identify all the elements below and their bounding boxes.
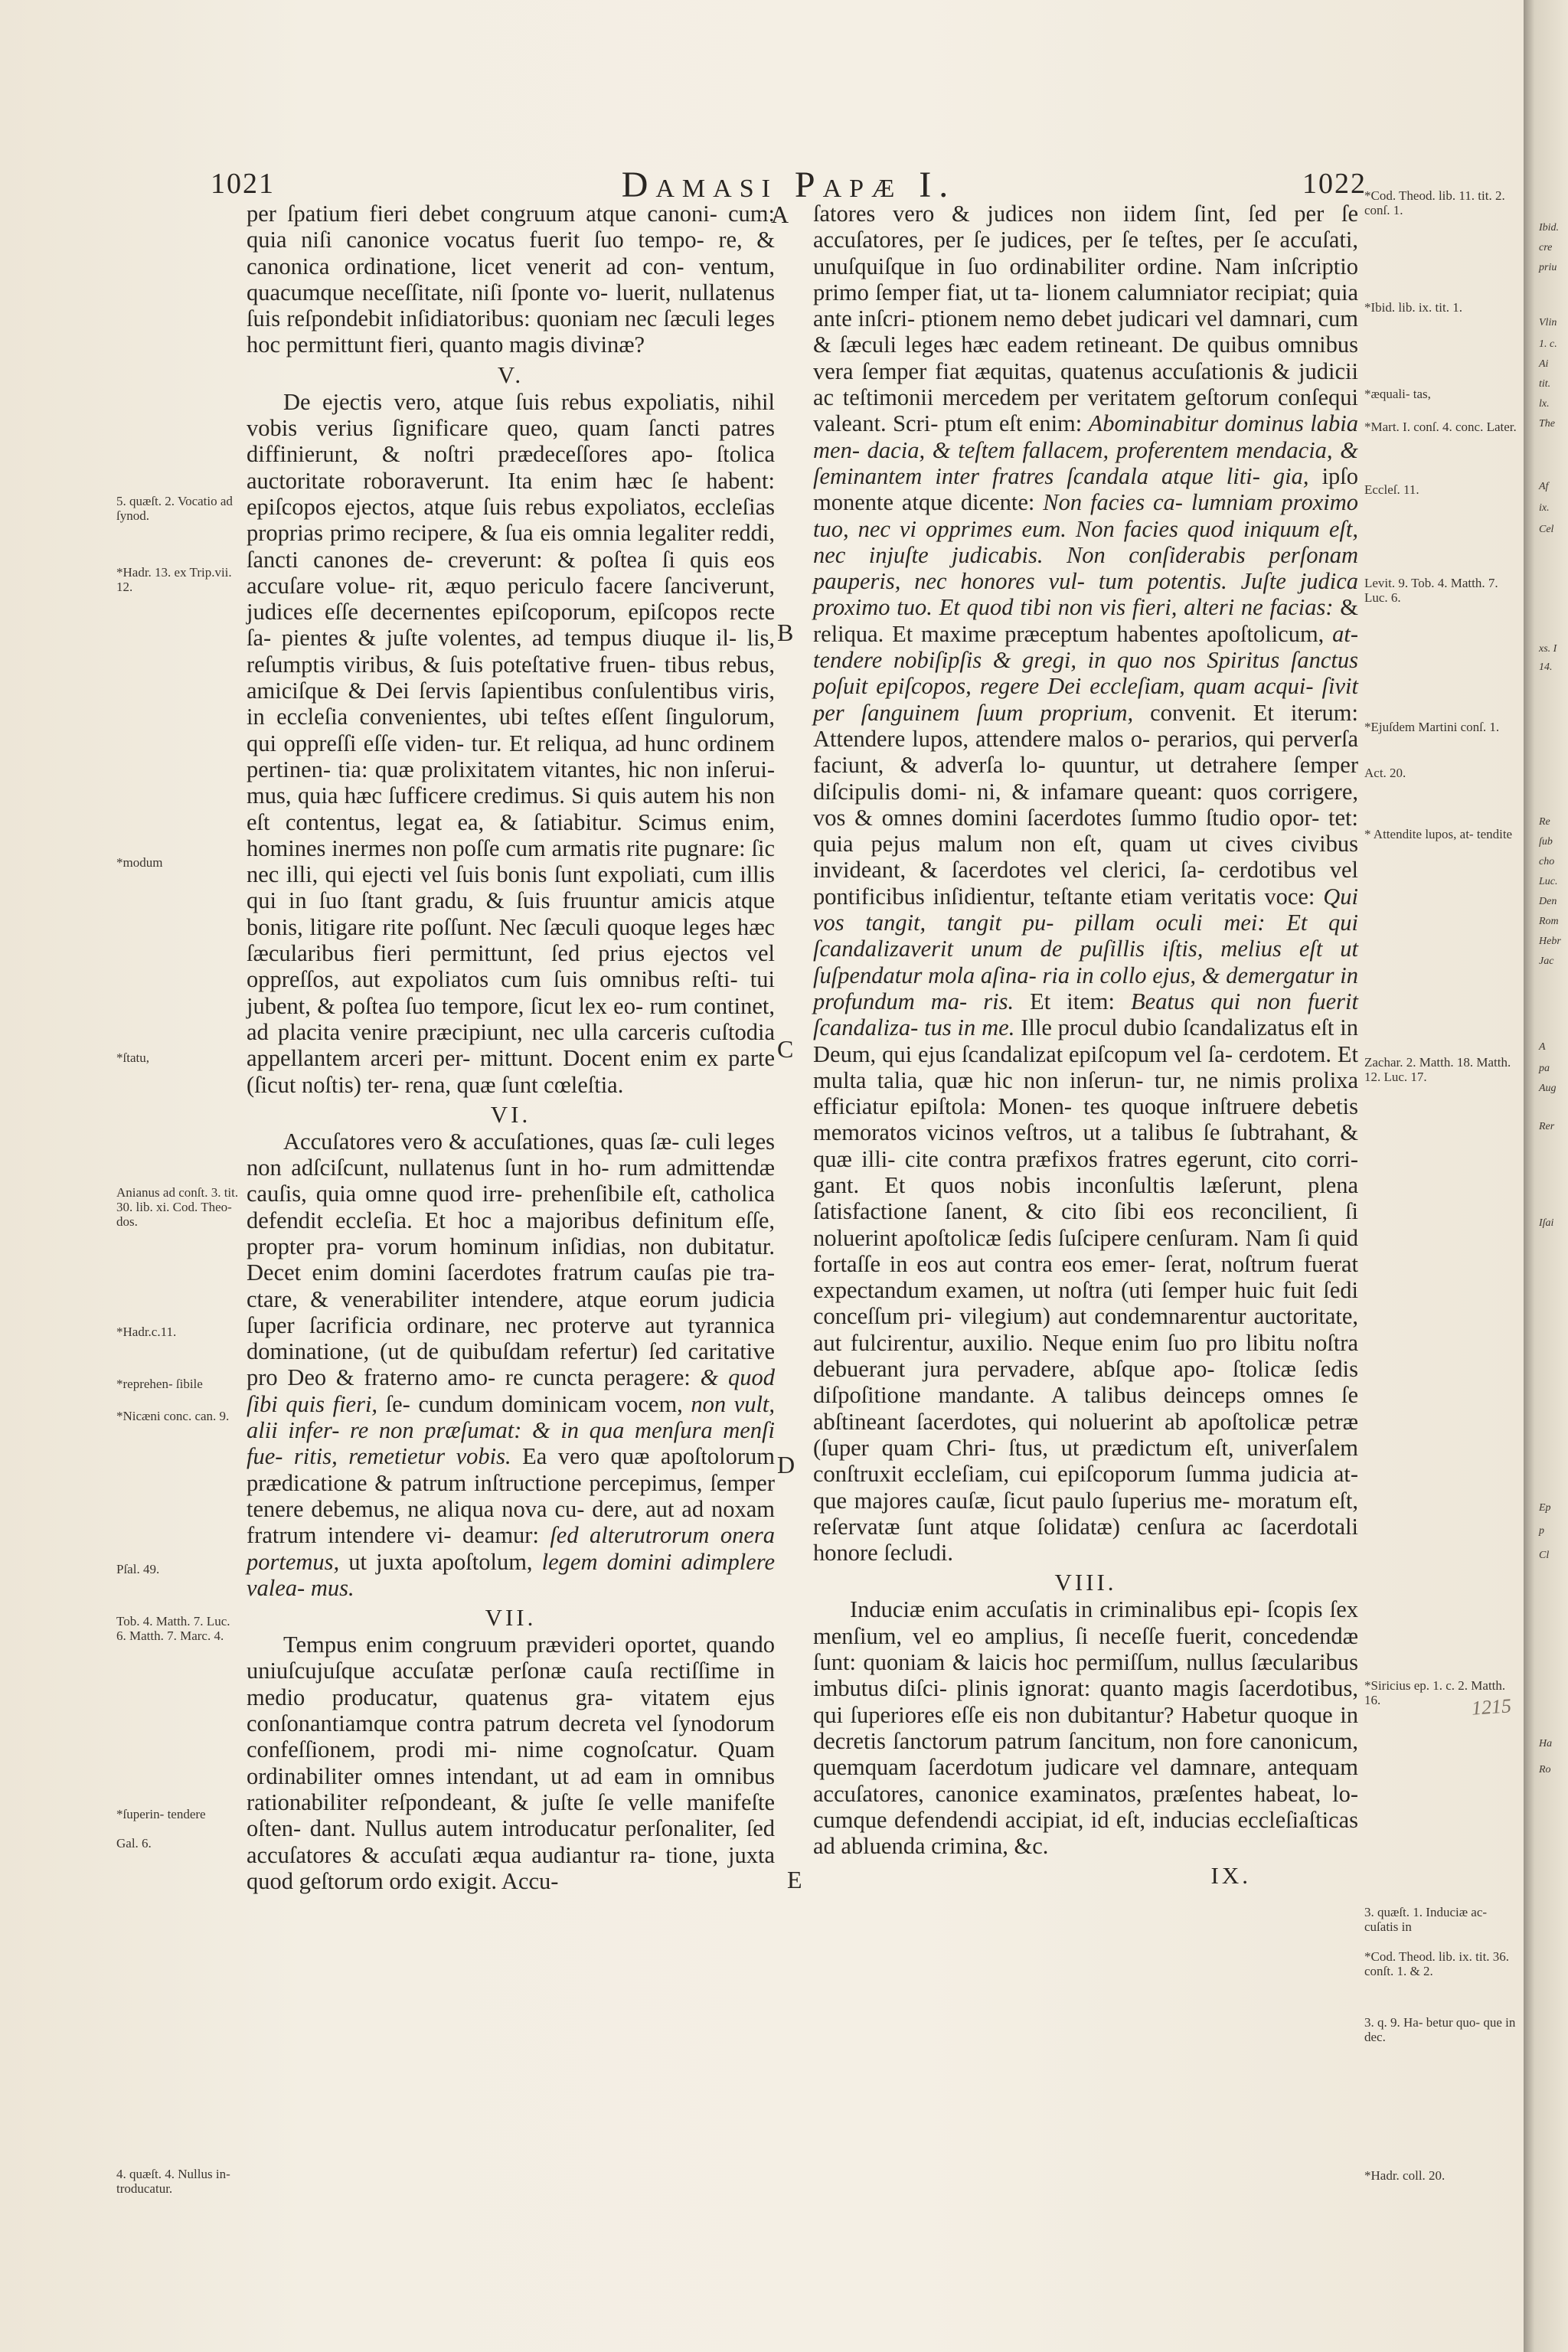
text-run: ſatores vero & judices non iidem ſint, ſed per ſe accuſatores, per ſe judices, per ſe teſtes, per ſe accuſati, unuſquiſque in ſuo ordinabiliter ordine. Nam inſcriptio primo ſemper fiat, ut ta- lionem calumniator recipiat; quia ante inſcri- ptionem nemo debet judicari vel damnari, cum & ſæculi leges hæc eadem retineant. De quibus omnibus vera ſemper fiat æquitas, quatenus accuſationis & judicii ac teſtimonii mercedem per veritatem geſtorum conſequi valeant. Scri- ptum eſt enim: [813,201,1358,437]
neighbor-fragment: Cel [1539,524,1554,535]
neighbor-fragment: Af [1539,481,1549,492]
margin-note: *Hadr. 13. ex Trip.vii. 12. [116,565,232,594]
text-run: ſe- cundum dominicam vocem, [385,1390,683,1417]
scripture-quote: non vult, alii infer- re non præſumat: & in qua menſura menſi fue- ritis, remetietur vobis. [247,1390,776,1470]
paragraph [813,201,1358,1566]
section-heading-viii: VIII. [1054,1569,1117,1596]
margin-note: *Hadr.c.11. [116,1325,177,1339]
margin-note: *ſuperin- tendere [116,1807,206,1821]
adjacent-page-edge [1524,0,1568,2352]
margin-note: Pſal. 49. [116,1562,160,1576]
margin-note: *æquali- tas, [1364,387,1431,401]
margin-note: 5. quæſt. 2. Vocatio ad ſynod. [116,494,233,523]
scripture-quote: Beatus qui non fuerit ſcandaliza- tus in me. [813,988,1358,1041]
neighbor-fragment: 14. [1539,662,1553,673]
paragraph: Tempus enim congruum prævideri oportet, quando uniuſcujuſque accuſatæ perſonæ cauſa rectiſſime in medio producatur, quatenus gra- vitatem ejus conſonantiamque contra patrum decreta vel ſynodorum confeſſionem, prodi mi- nime cognoſcatur. Quam ordinabiliter omnes intendant, ut ad eam in omnibus rationabiliter reſpondeant, & juſte ſe velle manifeſte oſten- dant. Nullus autem introducatur perſonaliter, ſed accuſatores & accuſati æqua audiantur ra- tione, juxta quod geſtorum ordo exigit. Accu- [247,1632,775,1894]
neighbor-fragment: Ibid. [1539,222,1560,234]
paragraph: Induciæ enim accuſatis in criminalibus epi- ſcopis ſex menſium, vel eo amplius, ſi neceſſe fuerit, concedendæ ſunt: quoniam & laicis hoc permiſſum, nullus ſæcularibus imbutus diſci- plinis ignorat: quanto magis ſacerdotibus, qui ſuperiores eſſe eis non dubitantur? Habetur quoque in decretis ſanctorum patrum ſancitum, non fore canonicum, quemquam ſacerdotum judicare vel damnare, antequam accuſatores, canonice examinatos, præſentes habeat, lo- cumque defendendi accipiat, id eſt, inducias eccleſiaſticas ad abluenda crimina, &c. [813,1596,1358,1860]
neighbor-fragment: Aug [1539,1083,1557,1094]
neighbor-fragment: Rom [1539,916,1559,927]
right-text-column [813,201,1358,1890]
neighbor-fragment: Hebr [1539,936,1561,947]
neighbor-fragment: A [1539,1041,1546,1053]
neighbor-fragment: ix. [1539,502,1550,514]
neighbor-fragment: Ha [1539,1738,1553,1749]
neighbor-fragment: Den [1539,896,1557,907]
paragraph [247,1129,775,1601]
margin-note: Eccleſ. 11. [1364,482,1419,497]
neighbor-fragment: pa [1539,1063,1550,1074]
neighbor-fragment: cho [1539,856,1555,867]
section-heading-vii: VII. [485,1604,537,1632]
neighbor-fragment: The [1539,418,1555,430]
scripture-quote: Qui vos tangit, tangit pu- pillam oculi mei: Et qui ſcandalizaverit unum de puſillis iſtis, melius eſt ut ſuſpendatur mola aſina- ria in collo ejus, & demergatur in profundum ma- ris. [813,883,1359,1014]
neighbor-fragment: Iſai [1539,1217,1554,1229]
neighbor-fragment: lx. [1539,398,1550,410]
neighbor-fragment: Cl [1539,1550,1550,1561]
section-heading-v: V. [497,361,524,388]
paragraph: De ejectis vero, atque ſuis rebus expoliatis, nihil vobis verius ſignificare queo, quam ſancti patres diffinierunt, & noſtri prædeceſſores apo- ſtolica auctoritate roboraverunt. Ita enim hæc ſe habent: epiſcopos ejectos, atque ſuis rebus expoliatos, eccleſias proprias primo recipere, & ſua eis omnia legaliter reddi, ſancti canones de- creverunt: & poſtea ſi quis eos accuſare volue- rit, æquo periculo facere ſanciverunt, judices eſſe decernentes epiſcoporum, epiſcopos recte ſa- pientes & juſte volentes, ad tempus diuque il- lis, reſumptis viribus, & ſuis poteſtative fruen- tibus rebus, amiciſque & Dei ſervis ſapientibus conſulentibus viris, in eccleſia convenientes, ubi teſtes eſſent ſingulorum, qui oppreſſi eſſe viden- tur. Et reliqua, ad hunc ordinem pertinen- tia: quæ prolixitatem vitantes, hic non inſerui- mus, quia hæc ſufficere credimus. Si quis autem his non eſt contentus, legat ea, & ſatiabitur. Scimus enim, homines inermes non poſſe cum armatis rite pugnare: ſic nec illi, qui ejecti vel ſuis bonis ſunt expoliati, cum illis qui in ſuo ſtant gradu, & ſuis fruuntur amicis atque bonis, litigare rite poſſunt. Nec ſæculi quoque leges hæc ſæcularibus fieri permittunt, ſed prius ejectos vel oppreſſos, aut expoliatos cum ſuis omnibus reſti- tui jubent, & poſtea ſuo tempore, ſicut lex eo- rum continet, ad placita venire præcipiunt, nec ulla carceris cuſtodia appellantem arceri per- mittunt. Docent enim ex parte (ſicut noſtis) ter- rena, quæ ſunt cœleſtia. [247,388,775,1098]
margin-note: 4. quæſt. 4. Nullus in- troducatur. [116,2167,230,2196]
neighbor-fragment: xs. I [1539,643,1557,655]
margin-note: Act. 20. [1364,766,1406,780]
scripture-quote: ſed alterutrorum onera portemus, [247,1522,775,1575]
margin-note: * Attendite lupos, at- tendite [1364,827,1513,841]
neighbor-fragment: Ai [1539,358,1549,370]
text-run: Et item: [1030,988,1115,1014]
scripture-quote: & quod ſibi quis fieri, [247,1364,775,1417]
margin-note: 3. q. 9. Ha- betur quo- que in dec. [1364,2015,1516,2044]
section-letter: A [771,201,789,228]
margin-note: *ſtatu, [116,1050,149,1065]
scripture-quote: Abominabitur dominus labia men- dacia, & teſtem fallacem, proferentem mendacia, & ſeminantem inter fratres ſcandala atque liti- gia, [813,410,1359,489]
margin-note: Tob. 4. Matth. 7. Luc. 6. Matth. 7. Marc. 4. [116,1614,230,1643]
section-heading-vi: VI. [490,1100,531,1128]
neighbor-fragment: priu [1539,262,1557,273]
section-heading-ix: IX. [1210,1862,1251,1890]
text-run: Ea vero quæ apoſtolorum prædicatione & patrum inſtructione percepimus, ſemper tenere debemus, ne aliqua nova cu- dere, aut ad noxam fratrum intendere vi- deamur: [247,1443,775,1549]
margin-note: *reprehen- ſibile [116,1377,203,1391]
left-page-number: 1021 [211,168,275,200]
scripture-quote: legem domini adimplere valea- mus. [247,1548,775,1601]
margin-note: *Cod. Theod. lib. 11. tit. 2. conſ. 1. [1364,188,1505,217]
paragraph: per ſpatium fieri debet congruum atque canoni- cum: quia niſi canonice vocatus fuerit ſuo tempo- re, & canonica ordinatione, licet venerit ad con- ventum, quacumque neceſſitate, niſi ſponte vo- luerit, nullatenus ſuis reſpondebit inſidiatoribus: quoniam nec ſæculi leges hoc permittunt fieri, quanto magis divinæ? [247,201,775,358]
margin-note: *Siricius ep. 1. c. 2. Matth. 16. [1364,1678,1506,1707]
neighbor-fragment: Vlin [1539,317,1557,328]
section-letter: D [777,1451,795,1478]
handwritten-annotation: 1215 [1471,1694,1512,1720]
margin-note: *Hadr. coll. 20. [1364,2168,1446,2183]
text-run: ut juxta apoſtolum, [348,1548,533,1575]
neighbor-fragment: Rer [1539,1121,1555,1132]
page-title: Damasi Papæ I. [621,165,956,205]
scripture-quote: at- tendere nobiſipſis & gregi, in quo nos Spiritus ſanctus poſuit epiſcopos, regere Dei eccleſiam, quam acqui- ſivit per ſanguinem ſuum proprium, [813,620,1359,726]
text-run: Accuſatores vero & accuſationes, quas ſæ- culi leges non adſciſcunt, nullatenus ſunt in ho- rum admittendæ cauſis, quia omne quod irre- prehenſibile eſt, catholica defendit eccleſia. Et hoc a majoribus definitum eſſe, propter pra- vorum hominum inſidias, non dubitatur. Decet enim domini ſacerdotes fratrum cauſas pie tra- ctare, & venerabiliter intendere, atque eorum judicia ſuper ſacrificia ordinare, nec proterve aut tyrannica dominatione, (ut de quibuſdam refertur) ſed caritative pro Deo & fraterno amo- re cuncta peragere: [247,1128,775,1391]
section-letter: B [777,619,794,646]
neighbor-fragment: Luc. [1539,876,1558,887]
margin-note: *Mart. I. conſ. 4. conc. Later. [1364,420,1517,434]
margin-note: Anianus ad conſt. 3. tit. 30. lib. xi. Cod. Theo- dos. [116,1185,239,1229]
neighbor-fragment: p [1539,1525,1544,1537]
section-letter: E [787,1866,802,1893]
left-text-column [247,201,775,1894]
neighbor-fragment: Ep [1539,1502,1551,1514]
scripture-quote: Non facies ca- lumniam proximo tuo, nec vi opprimes eum. Non facies quod iniquum eſt, nec injuſte judicabis. Non conſiderabis perſonam pauperis, nec honores vul- tum potentis. Juſte judica proximo tuo. Et quod tibi non vis fieri, alteri ne facias: [813,489,1358,621]
text-run: & reliqua. Et maxime præceptum habentes apoſtolicum, [813,594,1358,647]
neighbor-fragment: Ro [1539,1764,1551,1775]
neighbor-fragment: ſub [1539,836,1553,848]
neighbor-fragment: 1. c. [1539,338,1557,350]
margin-note: *Nicæni conc. can. 9. [116,1409,230,1423]
margin-note: *modum [116,855,163,870]
margin-note: *Ibid. lib. ix. tit. 1. [1364,300,1462,315]
section-letter: C [777,1035,794,1063]
margin-note: Levit. 9. Tob. 4. Matth. 7. Luc. 6. [1364,576,1498,605]
right-page-number: 1022 [1302,168,1367,200]
margin-note: Gal. 6. [116,1836,152,1851]
neighbor-fragment: Re [1539,816,1550,828]
margin-note: Zachar. 2. Matth. 18. Matth. 12. Luc. 17. [1364,1055,1511,1084]
margin-note: *Cod. Theod. lib. ix. tit. 36. conſt. 1. & 2. [1364,1949,1510,1978]
neighbor-fragment: Jac [1539,956,1554,967]
neighbor-fragment: cre [1539,242,1553,253]
text-run: convenit. Et iterum: Attendere lupos, attendere malos o- perarios, qui perverſa faciunt, & adverſa lo- quuntur, ut detrahere ſemper diſcipulis domi- ni, & infamare queant: quos corrigere, vos & omnes domini ſacerdotes ſummo ſtudio opor- tet: quia pejus malum non eſt, quam ut cives civibus invideant, & ſacerdotes vel clerici, ſa- cerdotibus vel pontificibus inſidientur, teſtante etiam veritatis voce: [813,699,1358,910]
text-run: Ille procul dubio ſcandalizatus eſt in Deum, qui ejus ſcandalizat epiſcopum vel ſa- cerdotem. Et multa talia, quæ hic non inſerun- tur, ne nimis prolixa efficiatur epiſtola: Monen- tes quoque inſtruere debetis memoratos vicinos veſtros, ut a talibus ſe ſubtrahant, & quæ illi- cite contra præfixos fratres egerunt, cito corri- gant. Et quos nobis inconſultis læſerunt, plena ſatisfactione ſanent, & cito ſibi eos reconcilient, ſi noluerint apoſtolicæ ſedis ſuſcipere cenſuram. Nam ſi quid fortaſſe in eos aut contra eos emer- ſerat, noſtrum fuerat expectandum examen, ut noſtra (uti ſemper huic fuit ſedi conceſſum pri- vilegium) aut condemnarentur auctoritate, aut fulcirentur, auxilio. Neque enim ſuo pro libitu noſtra debuerant jura pervadere, abſque apo- ſtolicæ ſedis diſpoſitione mandante. A talibus deinceps omnes ſe abſtineant ſacerdotes, qui noluerint ab apoſtolicæ petræ (ſuper quam Chri- ſtus, ut prædictum eſt, univerſalem conſtruxit eccleſiam, cui epiſcoporum ſumma judicia at- que majores cauſæ, ſicut paulo ſuperius me- moratum eſt, reſervatæ ſunt atque ſolidatæ) cenſura ac ſacerdotali honore ſecludi. [813,1014,1358,1566]
text-run: ipſo monente atque dicente: [813,462,1359,516]
margin-note: 3. quæſt. 1. Induciæ ac- cuſatis in [1364,1905,1488,1934]
neighbor-fragment: tit. [1539,378,1551,390]
margin-note: *Ejuſdem Martini conſ. 1. [1364,720,1500,734]
